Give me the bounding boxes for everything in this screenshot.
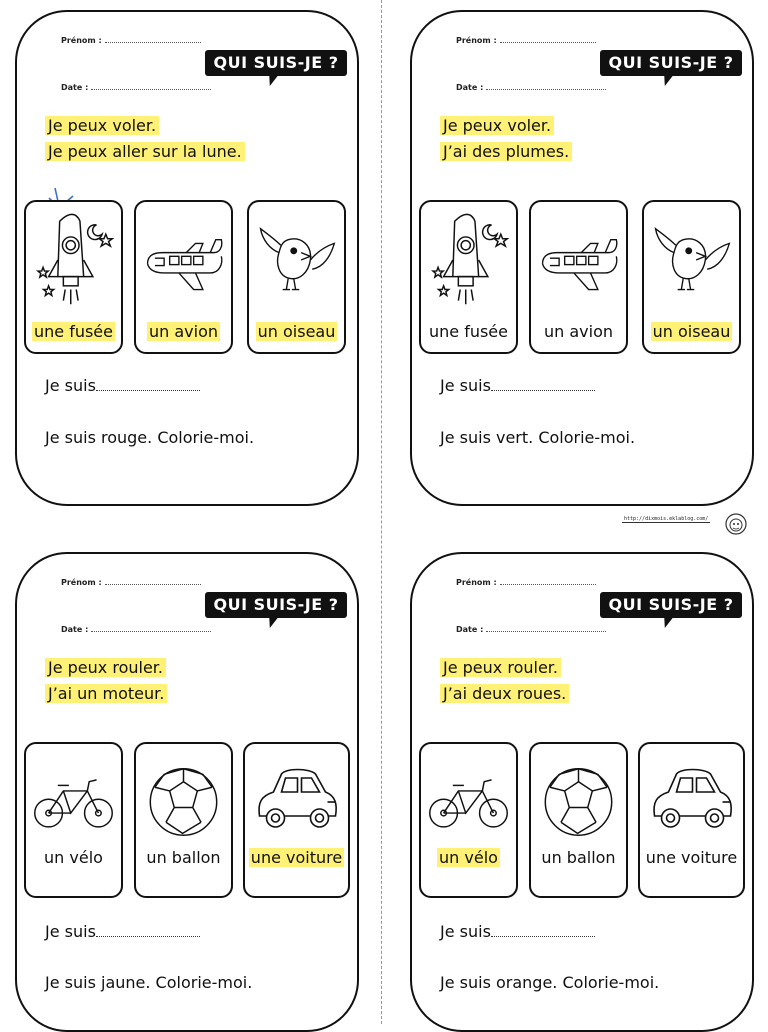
option-label: une fusée	[33, 322, 113, 341]
clue-1: Je peux voler.	[45, 115, 159, 137]
option-label: une fusée	[428, 322, 508, 341]
first-name-label: Prénom :	[456, 578, 497, 587]
cut-line-vertical	[381, 0, 382, 1024]
worksheet-card-2	[410, 10, 754, 506]
ball-icon	[142, 750, 225, 854]
clue-2: J’ai un moteur.	[45, 683, 167, 705]
option-label: une voiture	[645, 848, 738, 867]
clue-2: J’ai deux roues.	[440, 683, 569, 705]
airplane-icon	[537, 208, 620, 312]
option-card-bird[interactable]	[642, 200, 741, 354]
site-logo-icon	[724, 512, 748, 536]
airplane-icon	[142, 208, 225, 312]
colour-instruction: Je suis orange. Colorie-moi.	[440, 973, 660, 992]
option-card-rocket[interactable]	[419, 200, 518, 354]
option-label: un ballon	[146, 848, 221, 867]
option-card-ball[interactable]	[134, 742, 233, 898]
first-name-field[interactable]	[61, 36, 201, 45]
clue-2: Je peux aller sur la lune.	[45, 141, 245, 163]
answer-line[interactable]: Je suis	[45, 376, 200, 395]
bird-icon	[255, 208, 338, 312]
option-card-ball[interactable]	[529, 742, 628, 898]
option-card-airplane[interactable]	[529, 200, 628, 354]
first-name-field[interactable]	[456, 36, 596, 45]
first-name-field[interactable]	[61, 578, 201, 587]
worksheet-card-3	[15, 552, 359, 1032]
clue-1: Je peux rouler.	[45, 657, 166, 679]
option-card-car[interactable]	[243, 742, 350, 898]
date-field[interactable]	[61, 83, 211, 92]
riddle-title-badge: QUI SUIS-JE ?	[600, 50, 742, 76]
option-label: un avion	[543, 322, 613, 341]
car-icon	[646, 750, 737, 854]
answer-line[interactable]: Je suis	[440, 376, 595, 395]
colour-instruction: Je suis jaune. Colorie-moi.	[45, 973, 253, 992]
first-name-label: Prénom :	[61, 36, 102, 45]
source-url: http://dixmois.eklablog.com/	[624, 516, 709, 522]
date-field[interactable]	[61, 625, 211, 634]
first-name-label: Prénom :	[456, 36, 497, 45]
bicycle-icon	[427, 750, 510, 854]
option-label: un avion	[148, 322, 218, 341]
answer-line[interactable]: Je suis	[440, 922, 595, 941]
bird-icon	[650, 208, 733, 312]
clue-1: Je peux voler.	[440, 115, 554, 137]
clue-2: J’ai des plumes.	[440, 141, 572, 163]
rocket-icon	[32, 208, 115, 312]
ball-icon	[537, 750, 620, 854]
first-name-label: Prénom :	[61, 578, 102, 587]
date-field[interactable]	[456, 625, 606, 634]
date-label: Date :	[456, 625, 484, 634]
answer-line[interactable]: Je suis	[45, 922, 200, 941]
option-label: une voiture	[250, 848, 343, 867]
option-card-bicycle[interactable]	[24, 742, 123, 898]
riddle-title-badge: QUI SUIS-JE ?	[600, 592, 742, 618]
date-label: Date :	[61, 83, 89, 92]
option-label: un vélo	[439, 848, 498, 867]
riddle-title-badge: QUI SUIS-JE ?	[205, 592, 347, 618]
colour-instruction: Je suis rouge. Colorie-moi.	[45, 428, 255, 447]
option-label: un oiseau	[257, 322, 336, 341]
option-label: un vélo	[44, 848, 103, 867]
bicycle-icon	[32, 750, 115, 854]
date-label: Date :	[61, 625, 89, 634]
rocket-icon	[427, 208, 510, 312]
option-card-airplane[interactable]	[134, 200, 233, 354]
worksheet-card-4	[410, 552, 754, 1032]
colour-instruction: Je suis vert. Colorie-moi.	[440, 428, 636, 447]
option-label: un ballon	[541, 848, 616, 867]
option-card-car[interactable]	[638, 742, 745, 898]
option-label: un oiseau	[652, 322, 731, 341]
riddle-title-badge: QUI SUIS-JE ?	[205, 50, 347, 76]
date-field[interactable]	[456, 83, 606, 92]
option-card-rocket[interactable]	[24, 200, 123, 354]
clue-1: Je peux rouler.	[440, 657, 561, 679]
worksheet-card-1	[15, 10, 359, 506]
date-label: Date :	[456, 83, 484, 92]
first-name-field[interactable]	[456, 578, 596, 587]
option-card-bird[interactable]	[247, 200, 346, 354]
car-icon	[251, 750, 342, 854]
option-card-bicycle[interactable]	[419, 742, 518, 898]
